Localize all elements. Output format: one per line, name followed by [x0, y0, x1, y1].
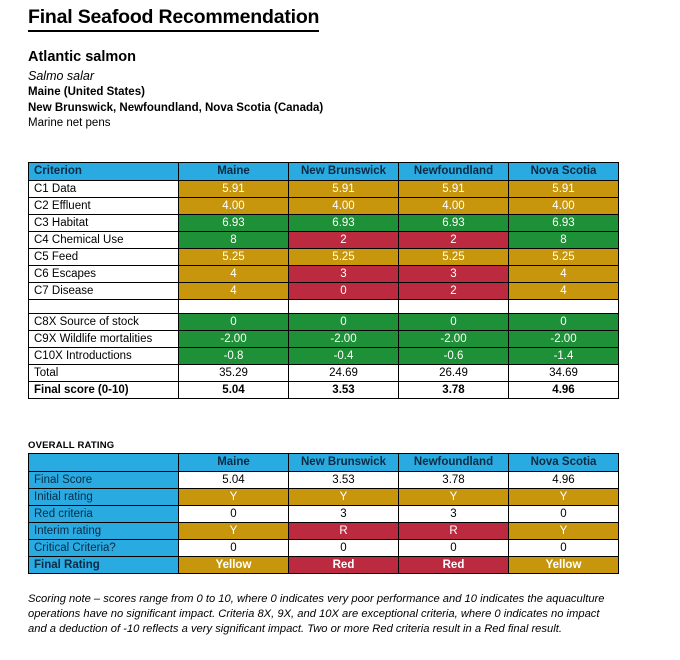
data-cell: 5.25: [509, 249, 619, 266]
data-cell: 6.93: [289, 215, 399, 232]
overall-rating-heading: OVERALL RATING: [28, 440, 115, 451]
data-cell: 5.91: [289, 181, 399, 198]
row-label: C4 Chemical Use: [29, 232, 179, 249]
data-cell: 34.69: [509, 365, 619, 382]
data-cell: 3.53: [289, 472, 399, 489]
data-cell: 4: [509, 266, 619, 283]
data-cell: -0.8: [179, 348, 289, 365]
table-row: [29, 382, 619, 399]
column-header-region: Maine: [179, 454, 289, 472]
data-cell: 4: [509, 283, 619, 300]
row-label: Interim rating: [29, 523, 179, 540]
data-cell: Y: [289, 489, 399, 506]
data-cell: 2: [399, 283, 509, 300]
row-label: Red criteria: [29, 506, 179, 523]
data-cell: 4.00: [289, 198, 399, 215]
table-row: [29, 283, 619, 300]
table-header-row: [29, 163, 619, 181]
row-label: C8X Source of stock: [29, 314, 179, 331]
data-cell: 3: [289, 266, 399, 283]
data-cell: 0: [179, 506, 289, 523]
data-cell: -0.6: [399, 348, 509, 365]
data-cell: 6.93: [509, 215, 619, 232]
data-cell: [179, 300, 289, 314]
table-row: [29, 249, 619, 266]
data-cell: R: [289, 523, 399, 540]
row-label: Final score (0-10): [29, 382, 179, 399]
data-cell: Y: [509, 523, 619, 540]
column-header-criterion: [29, 454, 179, 472]
data-cell: -2.00: [509, 331, 619, 348]
row-label: Final Score: [29, 472, 179, 489]
column-header-region: New Brunswick: [289, 163, 399, 181]
data-cell: 5.91: [179, 181, 289, 198]
data-cell: 0: [509, 314, 619, 331]
data-cell: 5.91: [399, 181, 509, 198]
data-cell: 5.04: [179, 472, 289, 489]
data-cell: 5.04: [179, 382, 289, 399]
data-cell: 3: [399, 266, 509, 283]
row-label: Total: [29, 365, 179, 382]
data-cell: 3: [289, 506, 399, 523]
data-cell: 0: [289, 283, 399, 300]
table-row: [29, 331, 619, 348]
row-label: [29, 300, 179, 314]
table-row: [29, 266, 619, 283]
data-cell: 0: [289, 314, 399, 331]
species-region-ca: New Brunswick, Newfoundland, Nova Scotia (Canada): [28, 101, 324, 114]
data-cell: 0: [509, 506, 619, 523]
row-label: C9X Wildlife mortalities: [29, 331, 179, 348]
data-cell: Y: [399, 489, 509, 506]
species-scientific-name: Salmo salar: [28, 68, 94, 83]
species-production-method: Marine net pens: [28, 117, 111, 129]
data-cell: 4.96: [509, 382, 619, 399]
data-cell: Y: [179, 489, 289, 506]
data-cell: 3.78: [399, 472, 509, 489]
data-cell: [509, 300, 619, 314]
data-cell: 8: [509, 232, 619, 249]
criteria-scores-table: [28, 162, 619, 399]
data-cell: 26.49: [399, 365, 509, 382]
data-cell: 2: [289, 232, 399, 249]
data-cell: Y: [509, 489, 619, 506]
data-cell: 5.25: [399, 249, 509, 266]
data-cell: 8: [179, 232, 289, 249]
species-info-block: [28, 50, 323, 130]
column-header-region: Nova Scotia: [509, 454, 619, 472]
species-region-us: Maine (United States): [28, 86, 145, 98]
data-cell: 3: [399, 506, 509, 523]
table-row: [29, 314, 619, 331]
data-cell: 4.00: [179, 198, 289, 215]
data-cell: 4.00: [399, 198, 509, 215]
table-header-row: [29, 454, 619, 472]
data-cell: 0: [179, 540, 289, 557]
data-cell: 2: [399, 232, 509, 249]
table-row: [29, 506, 619, 523]
data-cell: 5.25: [179, 249, 289, 266]
table-row: [29, 232, 619, 249]
data-cell: 4.96: [509, 472, 619, 489]
table-row: [29, 198, 619, 215]
row-label: Final Rating: [29, 557, 179, 574]
table-row: [29, 181, 619, 198]
data-cell: 5.25: [289, 249, 399, 266]
column-header-region: Newfoundland: [399, 163, 509, 181]
data-cell: 4: [179, 266, 289, 283]
table-row: [29, 557, 619, 574]
column-header-criterion: Criterion: [29, 163, 179, 181]
data-cell: 0: [399, 540, 509, 557]
overall-table-body: [29, 454, 619, 574]
column-header-region: Maine: [179, 163, 289, 181]
table-row: [29, 523, 619, 540]
data-cell: 35.29: [179, 365, 289, 382]
table-spacer-row: [29, 300, 619, 314]
data-cell: [289, 300, 399, 314]
data-cell: 4: [179, 283, 289, 300]
data-cell: 3.78: [399, 382, 509, 399]
species-common-name: Atlantic salmon: [28, 49, 136, 65]
data-cell: 0: [289, 540, 399, 557]
column-header-region: New Brunswick: [289, 454, 399, 472]
page-title: Final Seafood Recommendation: [28, 6, 319, 32]
row-label: C2 Effluent: [29, 198, 179, 215]
row-label: C7 Disease: [29, 283, 179, 300]
row-label: Initial rating: [29, 489, 179, 506]
data-cell: 24.69: [289, 365, 399, 382]
data-cell: 0: [509, 540, 619, 557]
data-cell: -2.00: [289, 331, 399, 348]
data-cell: Y: [179, 523, 289, 540]
data-cell: Red: [399, 557, 509, 574]
table-row: [29, 348, 619, 365]
data-cell: 0: [179, 314, 289, 331]
row-label: C6 Escapes: [29, 266, 179, 283]
table-row: [29, 540, 619, 557]
column-header-region: Nova Scotia: [509, 163, 619, 181]
scoring-note: Scoring note – scores range from 0 to 10, where 0 indicates very poor performance and 10 indicates the aquaculture operations have no significant impact. Criteria 8X, 9X, and 10X are exceptional criteria, where 0 indicates no impact and a deduction of -10 reflects a very significant impact. Two or more Red criteria result in a Red final result.: [28, 593, 605, 635]
data-cell: Red: [289, 557, 399, 574]
data-cell: 6.93: [399, 215, 509, 232]
row-label: C10X Introductions: [29, 348, 179, 365]
column-header-region: Newfoundland: [399, 454, 509, 472]
table-row: [29, 215, 619, 232]
row-label: Critical Criteria?: [29, 540, 179, 557]
data-cell: -2.00: [399, 331, 509, 348]
row-label: C3 Habitat: [29, 215, 179, 232]
data-cell: 0: [399, 314, 509, 331]
row-label: C5 Feed: [29, 249, 179, 266]
data-cell: -0.4: [289, 348, 399, 365]
data-cell: [399, 300, 509, 314]
data-cell: Yellow: [509, 557, 619, 574]
data-cell: 3.53: [289, 382, 399, 399]
data-cell: -2.00: [179, 331, 289, 348]
data-cell: -1.4: [509, 348, 619, 365]
data-cell: 4.00: [509, 198, 619, 215]
overall-rating-table: [28, 453, 619, 574]
data-cell: 5.91: [509, 181, 619, 198]
data-cell: Yellow: [179, 557, 289, 574]
data-cell: R: [399, 523, 509, 540]
data-cell: 6.93: [179, 215, 289, 232]
row-label: C1 Data: [29, 181, 179, 198]
table-row: [29, 365, 619, 382]
criteria-table-body: [29, 163, 619, 399]
table-row: [29, 489, 619, 506]
table-row: [29, 472, 619, 489]
